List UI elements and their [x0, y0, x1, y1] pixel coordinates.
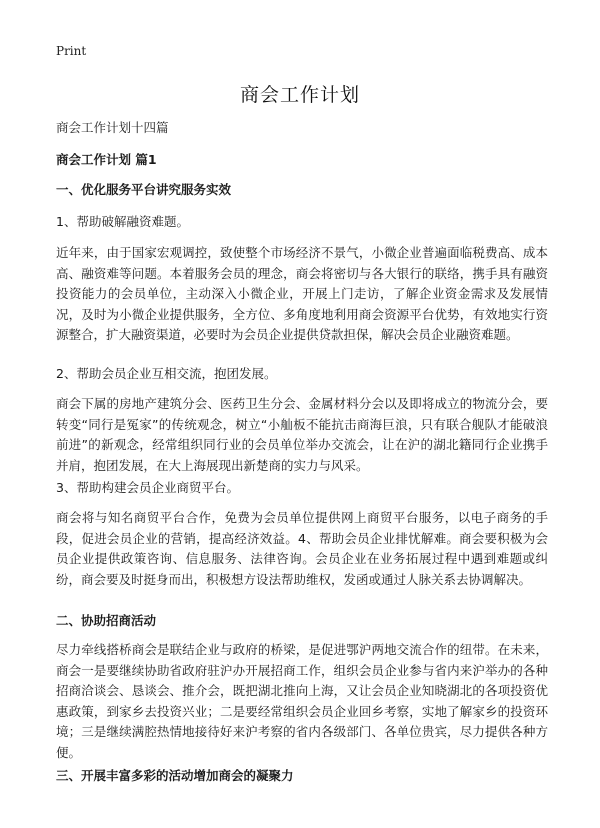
subitem-heading-1-3: 3、帮助构建会员企业商贸平台。: [56, 480, 239, 495]
section-heading-2: 二、协助招商活动: [56, 613, 157, 628]
section-heading-1: 一、优化服务平台讲究服务实效: [56, 182, 232, 197]
document-subtitle: 商会工作计划十四篇: [56, 120, 169, 135]
article-heading: 商会工作计划 篇1: [56, 152, 157, 167]
paragraph-2: 尽力牵线搭桥商会是联结企业与政府的桥梁，是促进鄂沪两地交流合作的纽带。在未来，商会一是要继续协助省政府驻沪办开展招商工作，组织会员企业参与省内来沪举办的各种招商洽谈会、恳谈会、推介会，既把湖北推向上海，又让会员企业知晓湖北的各项投资优惠政策，到家乡去投资兴业；二是要经常组织会员企业回乡考察，实地了解家乡的投资环境；三是继续满腔热情地接待好来沪考察的省内各级部门、各单位贵宾，尽力提供各种方便。: [56, 642, 548, 760]
paragraph-1-3: 商会将与知名商贸平台合作，免费为会员单位提供网上商贸平台服务，以电子商务的手段，促进会员企业的营销，提高经济效益。4、帮助会员企业排忧解难。商会要积极为会员企业提供政策咨询、信息服务、法律咨询。会员企业在业务拓展过程中遇到难题或纠纷，商会要及时挺身而出，积极想方设法帮助维权，发函或通过人脉关系去协调解决。: [56, 510, 548, 587]
subitem-heading-1-2: 2、帮助会员企业互相交流，抱团发展。: [56, 366, 277, 381]
subitem-heading-1-1: 1、帮助破解融资难题。: [56, 214, 189, 229]
page-title: 商会工作计划: [239, 84, 360, 106]
print-label: Print: [56, 44, 87, 58]
paragraph-1-2: 商会下属的房地产建筑分会、医药卫生分会、金属材料分会以及即将成立的物流分会，要转变“同行是冤家”的传统观念，树立“小舢板不能抗击商海巨浪，只有联合舰队才能破浪前进”的新观念，经常组织同行业的会员单位举办交流会，让在沪的湖北籍同行企业携手并肩，抱团发展，在大上海展现出新楚商的实力与风采。: [56, 396, 548, 473]
paragraph-1-1: 近年来，由于国家宏观调控，致使整个市场经济不景气，小微企业普遍面临税费高、成本高、融资难等问题。本着服务会员的理念，商会将密切与各大银行的联络，携手具有融资投资能力的会员单位，主动深入小微企业，开展上门走访，了解企业资金需求及发展情况，及时为小微企业提供服务，全方位、多角度地利用商会资源平台优势，有效地实行资源整合，扩大融资渠道，必要时为会员企业提供贷款担保，解决会员企业融资难题。: [56, 245, 548, 342]
section-heading-3: 三、开展丰富多彩的活动增加商会的凝聚力: [56, 768, 294, 783]
